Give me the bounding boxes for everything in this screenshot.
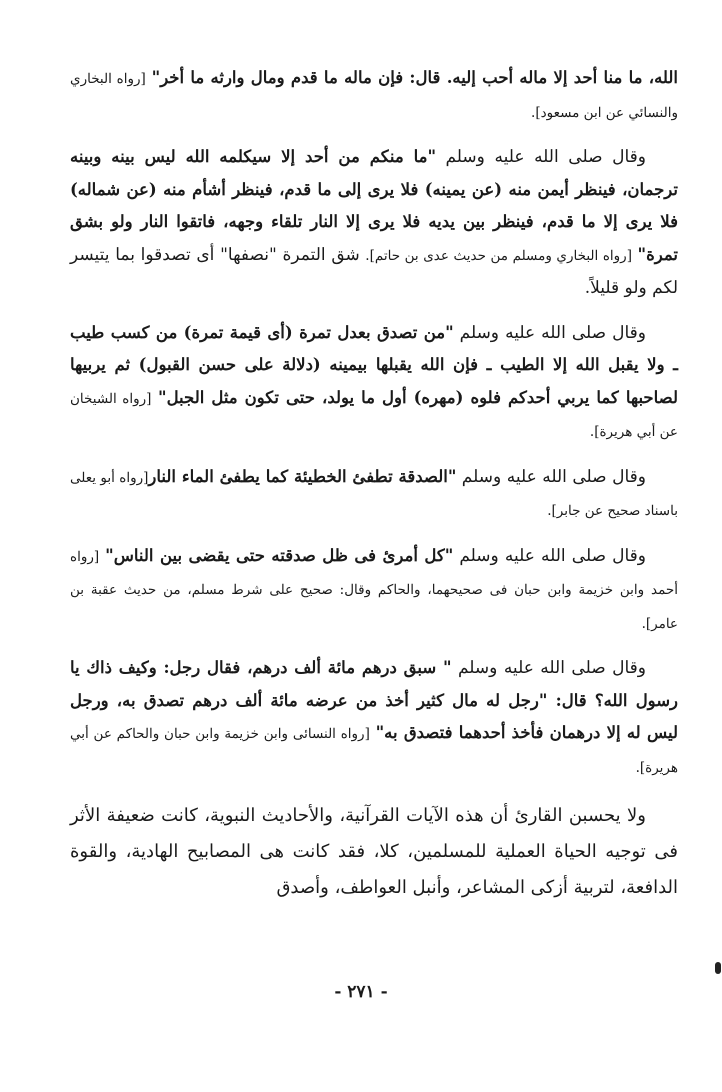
paragraph-1: [70, 62, 678, 129]
paragraph-6: [70, 652, 678, 784]
hadith-reference-2: [رواه البخاري ومسلم من حديث عدى بن حاتم].: [365, 247, 632, 264]
hadith-reference-6: [رواه النسائى وابن خزيمة وابن حبان والحاكم عن أبي هريرة].: [70, 726, 678, 776]
closing-paragraph: ولا يحسبن القارئ أن هذه الآيات القرآنية، والأحاديث النبوية، كانت ضعيفة الأثر فى توجيه الحياة العملية للمسلمين، كلا، فقد كانت هى المصابيح الهادية، والقوة الدافعة، لتربية أزكى المشاعر، وأنبل العواطف، وأصدق: [70, 805, 678, 898]
hadith-text-2: "ما منكم من أحد إلا سيكلمه الله ليس بينه وبينه ترجمان، فينظر أيمن منه (عن يمينه) فلا يرى إلى ما قدم، فينظر أشأم منه (عن شماله) فلا يرى إلا ما قدم، فينظر بين يديه فلا يرى إلا النار تلقاء وجهه، فاتقوا النار ولو بشق تمرة": [70, 147, 678, 264]
hadith-reference-4: [رواه أبو يعلى باسناد صحيح عن جابر].: [70, 469, 678, 519]
margin-ink-mark: [715, 962, 721, 974]
hadith-intro-4: وقال صلى الله عليه وسلم: [461, 466, 646, 487]
hadith-reference-1: [رواه البخاري والنسائي عن ابن مسعود].: [70, 71, 678, 121]
hadith-intro-3: وقال صلى الله عليه وسلم: [459, 322, 646, 343]
hadith-text-4: "الصدقة تطفئ الخطيئة كما يطفئ الماء النار: [148, 466, 457, 486]
page-body: [70, 62, 678, 918]
paragraph-4: [70, 461, 678, 528]
paragraph-3: [70, 317, 678, 449]
hadith-intro-6: وقال صلى الله عليه وسلم: [457, 658, 646, 678]
paragraph-5: [70, 540, 678, 641]
hadith-text-1: الله، ما منا أحد إلا ماله أحب إليه. قال: فإن ماله ما قدم ومال وارثه ما أخر": [151, 68, 678, 87]
hadith-intro-5: وقال صلى الله عليه وسلم: [459, 545, 647, 566]
hadith-text-6: " سبق درهم مائة ألف درهم، فقال رجل: وكيف ذاك يا رسول الله؟ قال: "رجل له مال كثير أخذ من عرضه مائة ألف درهم تصدق به، ورجل ليس له إلا درهمان فأخذ أحدهما فتصدق به": [70, 658, 678, 742]
hadith-reference-5: [رواه أحمد وابن خزيمة وابن حبان فى صحيحهما، والحاكم وقال: صحيح على شرط مسلم، من حديث عقبة بن عامر].: [70, 548, 678, 632]
paragraph-2: [70, 141, 678, 305]
hadith-intro-2: وقال صلى الله عليه وسلم: [445, 147, 646, 167]
hadith-text-5: "كل أمرئ فى ظل صدقته حتى يقضى بين الناس": [105, 545, 454, 565]
page-number: - ٢٧١ -: [334, 982, 388, 1002]
hadith-reference-3: [رواه الشيخان عن أبي هريرة].: [70, 390, 678, 440]
hadith-commentary-2: شق التمرة "نصفها" أى تصدقوا بما يتيسر لكم ولو قليلاً.: [70, 244, 678, 298]
hadith-text-3: "من تصدق بعدل تمرة (أى قيمة تمرة) من كسب طيب ـ ولا يقبل الله إلا الطيب ـ فإن الله يقبلها بيمينه (دلالة على حسن القبول) ثم يربيها لصاحبها كما يربي أحدكم فلوه (مهره) أول ما يولد، حتى تكون مثل الجبل": [70, 322, 678, 407]
